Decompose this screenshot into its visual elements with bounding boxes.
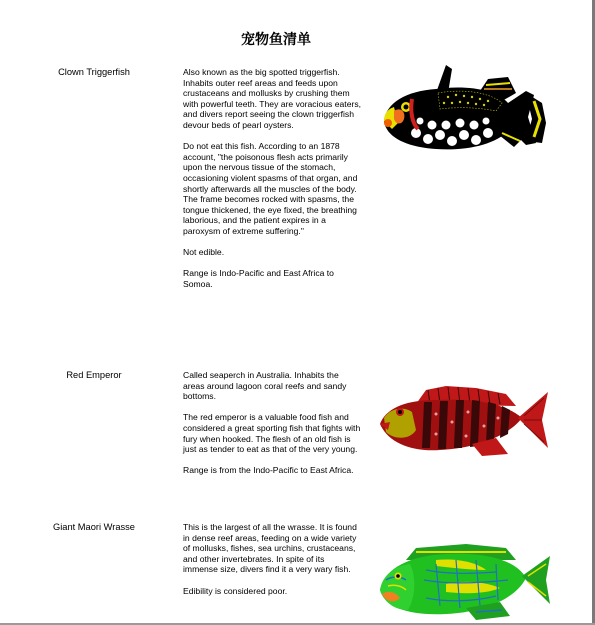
giant-maori-wrasse-illustration: [376, 540, 556, 622]
description-paragraph: Edibility is considered poor.: [183, 585, 288, 596]
description-paragraph: Called seaperch in Australia. Inhabits the areas around lagoon coral reefs and sandy bottoms.: [183, 370, 347, 402]
fish-description: [183, 370, 361, 487]
red-emperor-illustration: [376, 382, 556, 462]
description-paragraph: Range is Indo-Pacific and East Africa to Somoa.: [183, 268, 334, 289]
fish-description: [183, 67, 361, 300]
description-paragraph: The red emperor is a valuable food fish and considered a great sporting fish that fights with fury when hooked. The flesh of an old fish is just as tender to eat as that of the very young.: [183, 412, 361, 455]
description-paragraph: Do not eat this fish. According to an 1878 account, "the poisonous flesh acts primarily upon the nervous tissue of the stomach, occasioning violent spasms of that organ, and shortly afterwards all the muscles of the body. The frame becomes rocked with spasms, the tongue thickened, the eye fixed, the breathing laborious, and the patient expires in a paroxysm of extreme suffering.": [183, 141, 358, 236]
fish-description: [183, 522, 361, 607]
description-paragraph: Also known as the big spotted triggerfish. Inhabits outer reef areas and feeds upon crustaceans and mollusks by crushing them with powerful teeth. They are voracious eaters, and divers report seeing the clown triggerfish devour beds of pearl oysters.: [183, 67, 362, 130]
description-paragraph: Range is from the Indo-Pacific to East Africa.: [183, 465, 354, 476]
description-paragraph: This is the largest of all the wrasse. It is found in dense reef areas, feeding on a wide variety of mollusks, fishes, sea urchins, crustaceans, and other invertebrates. In spite of its immense size, divers find it a very wary fish.: [183, 522, 357, 575]
fish-name: Clown Triggerfish: [58, 67, 130, 77]
fish-name: Red Emperor: [66, 370, 122, 380]
fish-name: Giant Maori Wrasse: [53, 522, 135, 532]
page-title: 宠物鱼清单: [241, 32, 311, 48]
description-paragraph: Not edible.: [183, 247, 225, 258]
clown-triggerfish-illustration: [376, 63, 556, 153]
